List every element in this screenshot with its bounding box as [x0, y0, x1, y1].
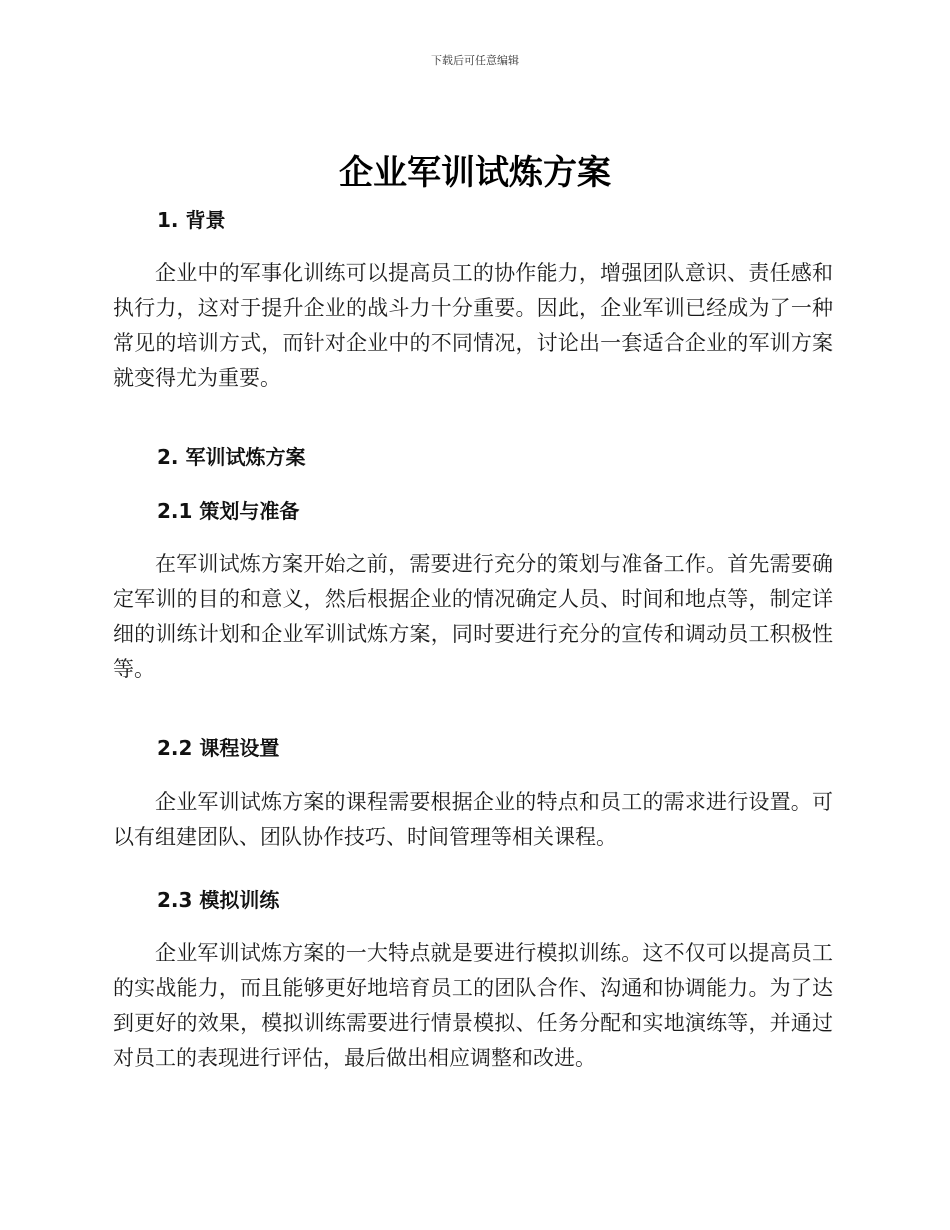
section-heading-courses: 2.2 课程设置 [157, 736, 280, 760]
section-paragraph-simulation: 企业军训试炼方案的一大特点就是要进行模拟训练。这不仅可以提高员工的实战能力，而且能够更好地培育员工的团队合作、沟通和协调能力。为了达到更好的效果，模拟训练需要进行情景模拟、任务分配和实地演练等，并通过对员工的表现进行评估，最后做出相应调整和改进。 [113, 941, 833, 1070]
section-heading-background: 1. 背景 [157, 208, 226, 232]
section-heading-simulation: 2.3 模拟训练 [157, 888, 280, 912]
document-title: 企业军训试炼方案 [339, 153, 611, 193]
section-heading-plan: 2. 军训试炼方案 [157, 445, 306, 469]
section-paragraph-courses: 企业军训试炼方案的课程需要根据企业的特点和员工的需求进行设置。可以有组建团队、团队协作技巧、时间管理等相关课程。 [113, 790, 833, 849]
header-note: 下载后可任意编辑 [431, 54, 519, 67]
section-heading-planning: 2.1 策划与准备 [157, 499, 300, 523]
section-paragraph-background: 企业中的军事化训练可以提高员工的协作能力，增强团队意识、责任感和执行力，这对于提升企业的战斗力十分重要。因此，企业军训已经成为了一种常见的培训方式，而针对企业中的不同情况，讨论出一套适合企业的军训方案就变得尤为重要。 [113, 261, 833, 390]
section-paragraph-planning: 在军训试炼方案开始之前，需要进行充分的策划与准备工作。首先需要确定军训的目的和意义，然后根据企业的情况确定人员、时间和地点等，制定详细的训练计划和企业军训试炼方案，同时要进行充分的宣传和调动员工积极性等。 [113, 552, 833, 681]
